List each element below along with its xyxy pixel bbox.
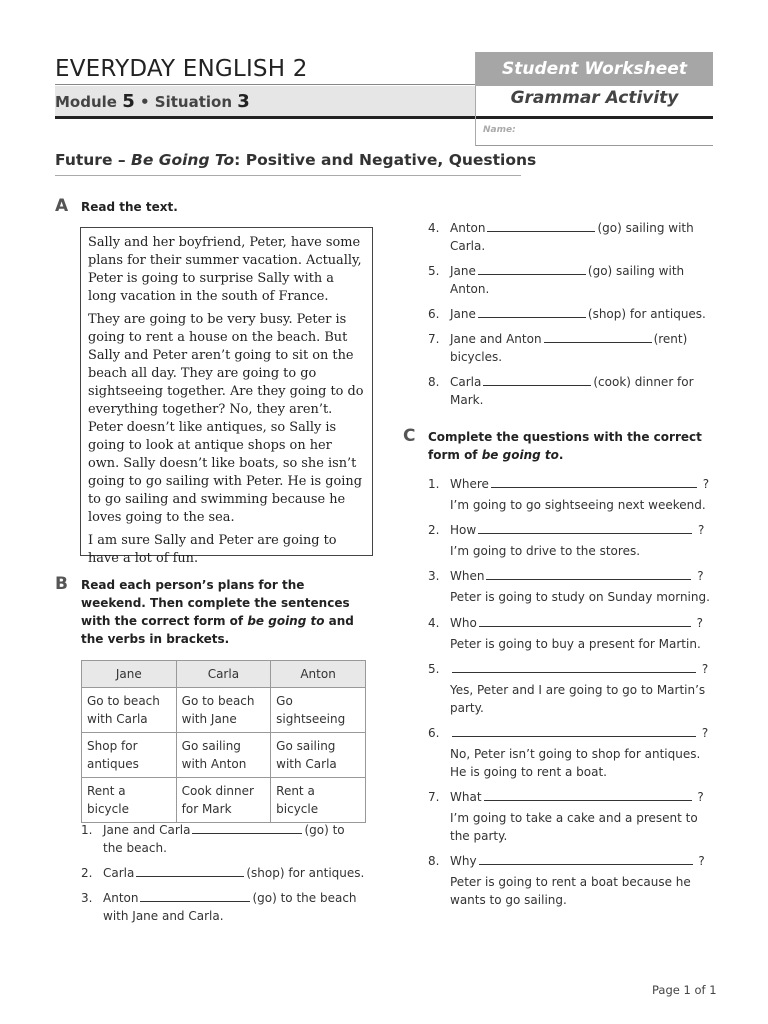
item-text: Anton. (450, 282, 490, 296)
table-cell: Cook dinner for Mark (176, 778, 271, 823)
item-number: 1. (81, 823, 93, 837)
bullet: • (139, 93, 150, 111)
answer-blank[interactable] (544, 331, 652, 343)
question-word: What (450, 790, 482, 804)
question-word: How (450, 523, 477, 537)
page-number: Page 1 of 1 (652, 983, 717, 997)
table-row (82, 688, 366, 733)
item-text: Carla (103, 866, 135, 880)
question-blank[interactable] (452, 725, 696, 737)
item-text: Anton (450, 221, 486, 235)
worksheet-title: EVERYDAY ENGLISH 2 (55, 56, 308, 82)
table-row (82, 778, 366, 823)
table-cell: Go sightseeing (271, 688, 366, 733)
student-worksheet-banner: Student Worksheet (476, 52, 713, 86)
item-text: the beach. (103, 841, 167, 855)
item-text: Carla. (450, 239, 486, 253)
table-cell: Shop for antiques (82, 733, 177, 778)
question-mark: ? (697, 569, 704, 583)
answer-blank[interactable] (192, 822, 302, 834)
column-header: Carla (176, 661, 271, 688)
instruction-text: . (558, 448, 564, 462)
section-c-letter: C (403, 426, 416, 446)
answer-line (450, 873, 691, 909)
question-word: Why (450, 854, 477, 868)
item-number: 7. (428, 790, 440, 804)
item-number: 5. (428, 264, 440, 278)
answer-blank[interactable] (483, 374, 591, 386)
item-number: 4. (428, 616, 440, 630)
item-text: (rent) (653, 332, 688, 346)
column-header: Jane (82, 661, 177, 688)
reading-paragraph: They are going to be very busy. Peter is going to rent a house on the beach. But Sally and Peter aren’t going to sit on the beach all day. They are going to go sightseeing together. Are they going to do everything together? No, they aren’t. Peter doesn’t like antiques, so Sally is going to look at antique shops on her own. Sally doesn’t like boats, so she isn’t going to go sailing with Peter. He is going to go sailing and swimming because he loves going to the sea. (88, 312, 364, 525)
item-text: (shop) for antiques. (246, 866, 365, 880)
header-divider (55, 84, 475, 85)
item-text: Mark. (450, 393, 484, 407)
item-number: 3. (81, 891, 93, 905)
question-mark: ? (696, 616, 704, 630)
module-label: Module (55, 93, 117, 111)
question-mark: ? (702, 477, 710, 491)
table-header-row (82, 661, 366, 688)
question-mark: ? (698, 854, 705, 868)
item-number: 7. (428, 332, 440, 346)
question-blank[interactable] (491, 476, 697, 488)
answer-text: He is going to rent a boat. (450, 765, 607, 779)
question-blank[interactable] (478, 522, 692, 534)
item-text: Jane and Anton (450, 332, 542, 346)
answer-blank[interactable] (136, 865, 244, 877)
answer-text: Peter is going to rent a boat because he (450, 875, 691, 889)
section-b-instruction (81, 576, 371, 648)
item-number: 6. (428, 307, 440, 321)
answer-blank[interactable] (140, 890, 250, 902)
question-mark: ? (697, 790, 704, 804)
section-a-letter: A (55, 196, 69, 216)
answer-line (450, 745, 700, 781)
question-word: When (450, 569, 485, 583)
item-number: 2. (81, 866, 93, 880)
item-text: Jane (450, 307, 476, 321)
question-word: Where (450, 477, 489, 491)
question-mark: ? (701, 726, 709, 740)
item-number: 8. (428, 854, 440, 868)
answer-line (450, 809, 698, 845)
header-thick-rule (55, 116, 713, 119)
table-cell: Rent a bicycle (82, 778, 177, 823)
item-text: (shop) for antiques. (587, 307, 706, 321)
question-mark: ? (701, 662, 709, 676)
subtitle-suffix: : Positive and Negative, Questions (234, 151, 537, 169)
item-text: (go) to the beach (252, 891, 357, 905)
table-row (82, 733, 366, 778)
item-number: 8. (428, 375, 440, 389)
instruction-italic: be going to (481, 448, 559, 462)
answer-blank[interactable] (487, 220, 595, 232)
answer-text: Yes, Peter and I are going to go to Martin’s (450, 683, 706, 697)
instruction-text: Read each person’s plans for the weekend. Then complete the sentences with the correct form of (81, 578, 350, 628)
item-number: 2. (428, 523, 440, 537)
answer-text: party. (450, 701, 484, 715)
answer-blank[interactable] (478, 306, 586, 318)
name-field-line[interactable] (476, 145, 713, 146)
instruction-italic: be going to (247, 614, 325, 628)
answer-text: I’m going to take a cake and a present to (450, 811, 698, 825)
item-number: 3. (428, 569, 440, 583)
answer-line: Peter is going to study on Sunday morning. (450, 590, 710, 604)
name-label: Name: (483, 125, 516, 135)
section-b-letter: B (55, 574, 68, 594)
module-number: 5 (122, 91, 135, 112)
table-cell: Go sailing with Carla (271, 733, 366, 778)
answer-text: the party. (450, 829, 508, 843)
question-blank[interactable] (452, 661, 696, 673)
instruction-text: Complete the questions with the correct form of (428, 430, 702, 462)
item-text: (cook) dinner for (593, 375, 694, 389)
answer-text: No, Peter isn’t going to shop for antiques. (450, 747, 701, 761)
answer-line: I’m going to drive to the stores. (450, 544, 641, 558)
table-cell: Go to beach with Carla (82, 688, 177, 733)
item-number: 6. (428, 726, 440, 740)
answer-blank[interactable] (478, 263, 586, 275)
item-text: Anton (103, 891, 139, 905)
answer-text: wants to go sailing. (450, 893, 567, 907)
table-cell: Go to beach with Jane (176, 688, 271, 733)
subtitle-rule (55, 175, 521, 176)
situation-number: 3 (237, 91, 250, 112)
question-word: Who (450, 616, 477, 630)
item-text: (go) to (304, 823, 345, 837)
plans-table (81, 660, 366, 823)
answer-line (450, 681, 705, 717)
question-blank[interactable] (484, 789, 692, 801)
reading-paragraph: Sally and her boyfriend, Peter, have some plans for their summer vacation. Actually, Peter is going to surprise Sally with a long vacation in the south of France. (88, 235, 362, 304)
subtitle-italic: Be Going To (131, 151, 235, 169)
situation-label: Situation (154, 93, 233, 111)
answer-line: Peter is going to buy a present for Martin. (450, 637, 701, 651)
question-mark: ? (698, 523, 705, 537)
page-subtitle (55, 151, 536, 169)
item-text: Jane (450, 264, 476, 278)
column-header: Anton (271, 661, 366, 688)
answer-line: I’m going to go sightseeing next weekend. (450, 498, 706, 512)
table-cell: Go sailing with Anton (176, 733, 271, 778)
activity-label: Grammar Activity (510, 88, 679, 108)
item-text: (go) sailing with (587, 264, 685, 278)
reading-paragraph: I am sure Sally and Peter are going to have a lot of fun. (88, 533, 337, 566)
reading-text-box (80, 227, 373, 566)
question-blank[interactable] (486, 568, 691, 580)
item-text: Jane and Carla (103, 823, 191, 837)
subtitle-prefix: Future – (55, 151, 131, 169)
item-text: (go) sailing with (597, 221, 694, 235)
question-blank[interactable] (479, 615, 691, 627)
module-situation (55, 91, 250, 112)
item-number: 1. (428, 477, 440, 491)
item-text: Carla (450, 375, 482, 389)
instruction-text: and the verbs in brackets. (81, 614, 354, 646)
question-blank[interactable] (479, 853, 693, 865)
item-number: 4. (428, 221, 440, 235)
item-text: with Jane and Carla. (103, 909, 224, 923)
table-cell: Rent a bicycle (271, 778, 366, 823)
item-number: 5. (428, 662, 440, 676)
section-c-instruction (428, 428, 713, 464)
item-text: bicycles. (450, 350, 503, 364)
section-a-instruction: Read the text. (81, 200, 178, 214)
